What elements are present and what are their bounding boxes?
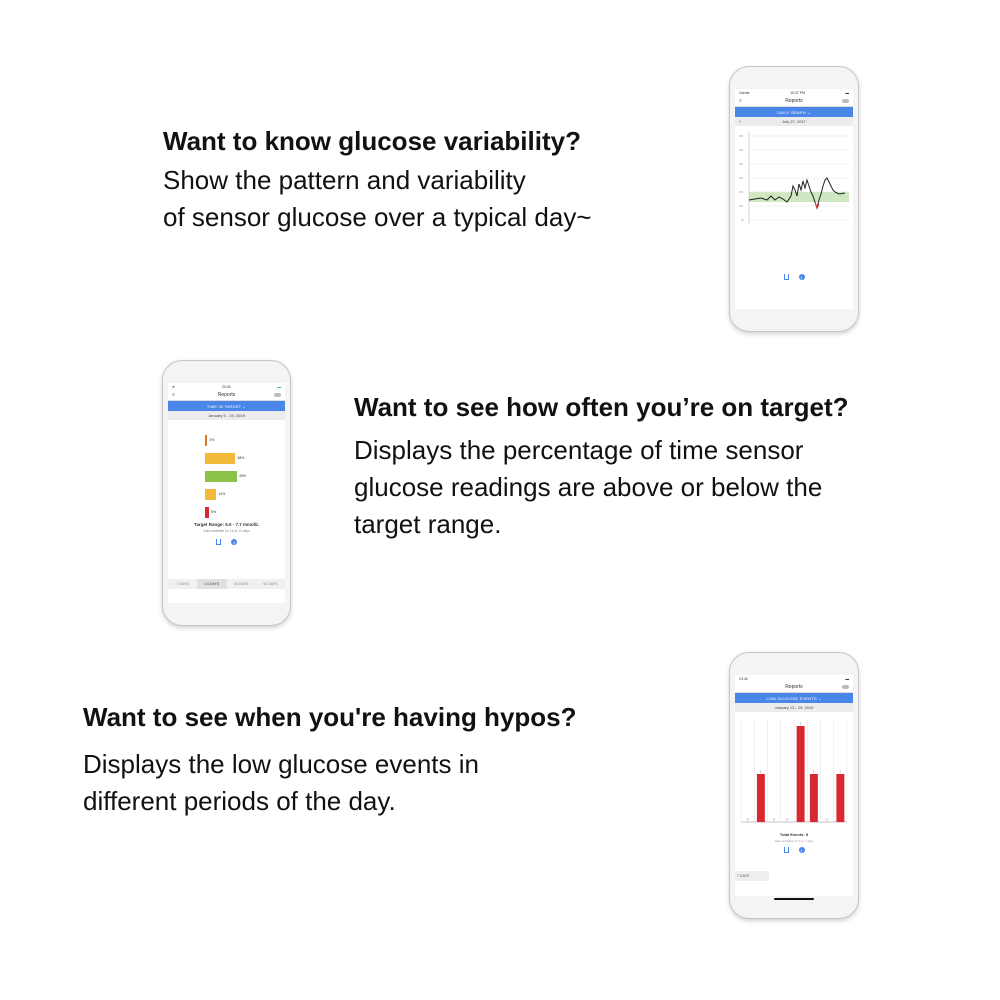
location-icon: ➤: [172, 384, 175, 389]
tt-row: [168, 506, 285, 518]
tt-bar: [205, 489, 216, 500]
phone3-data-available: Data available for 5 of 7 days: [774, 839, 814, 843]
share-icon[interactable]: [216, 539, 221, 545]
toggle-icon[interactable]: [842, 685, 849, 689]
section-glucose-variability: [163, 124, 703, 236]
phone2-day-tabs: [168, 579, 285, 589]
phone2-status-bar: [168, 383, 285, 390]
tt-value-label: 40%: [239, 474, 247, 478]
svg-text:350: 350: [739, 135, 744, 138]
low-event-count: 1: [839, 769, 842, 774]
svg-text:300: 300: [739, 149, 744, 152]
toggle-icon[interactable]: [274, 393, 281, 397]
low-glucose-events-chart: [735, 712, 853, 832]
low-event-count: 1: [813, 769, 815, 774]
svg-text:200: 200: [739, 177, 744, 180]
battery-icon: ▬: [277, 384, 281, 389]
svg-text:250: 250: [739, 163, 744, 166]
phone3-action-icons: [735, 847, 853, 853]
headline-hypos: Want to see when you're having hypos?: [83, 702, 577, 732]
tab-14-days[interactable]: 14 DAYS: [197, 579, 226, 589]
phone-daily-graph: [729, 66, 859, 332]
tt-value-label: 14%: [218, 492, 226, 496]
home-indicator[interactable]: [774, 898, 814, 900]
tt-row: [168, 434, 285, 446]
time-in-target-chart: [168, 420, 285, 520]
phone1-date-bar: [735, 117, 853, 126]
phone1-glucose-graph: [735, 126, 853, 236]
tt-bar: [205, 507, 209, 518]
phone1-title-bar: [735, 96, 853, 107]
svg-text:150: 150: [739, 191, 744, 194]
menu-icon[interactable]: ≡: [739, 98, 742, 104]
low-event-bar: [810, 774, 818, 822]
prev-date-icon[interactable]: ‹: [739, 118, 741, 125]
phone3-status-bar: [735, 675, 853, 682]
phone2-date: January 6 - 19, 2019: [208, 413, 245, 418]
tab-30-days[interactable]: 30 DAYS: [234, 582, 249, 586]
low-event-bar: [836, 774, 844, 822]
graph-axis-ticks: [739, 135, 744, 222]
low-event-count: 2: [799, 721, 802, 726]
phone-time-in-target: [162, 360, 291, 626]
tt-row: [168, 470, 285, 482]
description-hypos: Displays the low glucose events in different periods of the day.: [83, 749, 479, 816]
tt-value-label: 5%: [211, 510, 217, 514]
battery-icon: ▬: [845, 90, 849, 95]
graph-grid: [749, 136, 849, 220]
phone1-status-bar: [735, 89, 853, 96]
toggle-icon[interactable]: [842, 99, 849, 103]
description-time-in-target: Displays the percentage of time sensor glucose readings are above or below the target range.: [354, 435, 823, 539]
phone1-time: 10:37 PM: [790, 90, 806, 95]
phone2-report-selector[interactable]: TIME IN TARGET ⌄: [168, 401, 285, 411]
description-variability: Show the pattern and variability of sensor glucose over a typical day~: [163, 165, 592, 232]
low-event-bar: [757, 774, 765, 822]
phone2-data-available: Data available for 14 of 14 days: [203, 529, 250, 533]
phone1-action-icons: [735, 274, 853, 280]
svg-text:50: 50: [741, 219, 744, 222]
phone3-date: January 13 - 19, 2019: [774, 705, 814, 710]
tt-bar: [205, 471, 237, 482]
low-event-count: 0: [826, 817, 828, 822]
target-band: [749, 192, 849, 202]
tt-bar: [205, 453, 235, 464]
phone3-time: 23:40: [739, 676, 748, 681]
low-event-count: 1: [760, 769, 762, 774]
share-icon[interactable]: [784, 847, 789, 853]
phone1-title: Reports: [785, 98, 803, 104]
share-icon[interactable]: [784, 274, 789, 280]
tt-row: [168, 488, 285, 500]
phone2-action-icons: [168, 539, 285, 545]
phone3-total-events: Total Events: 5: [779, 832, 809, 837]
phone3-date-bar: [735, 703, 853, 712]
phone2-date-bar: [168, 411, 285, 420]
menu-icon[interactable]: ≡: [172, 392, 175, 398]
phone2-screen: [168, 383, 285, 603]
phone3-title: Reports: [785, 684, 803, 690]
tt-row: [168, 452, 285, 464]
headline-variability: Want to know glucose variability?: [163, 126, 581, 156]
phone2-time: 23:40: [221, 384, 231, 389]
headline-time-in-target: Want to see how often you’re on target?: [354, 392, 849, 422]
phone1-date: July 27, 2017: [782, 119, 806, 124]
phone3-report-selector[interactable]: LOW GLUCOSE EVENTS ⌄: [735, 693, 853, 703]
section-hypos: [83, 700, 683, 820]
phone3-title-bar: [735, 682, 853, 693]
low-event-count: 0: [773, 817, 775, 822]
battery-icon: ▬: [845, 676, 849, 681]
phone1-screen: [735, 89, 853, 309]
tt-value-label: 3%: [209, 438, 215, 442]
tt-bar: [205, 435, 207, 446]
phone2-title-bar: [168, 390, 285, 401]
phone2-title: Reports: [217, 392, 236, 398]
tab-90-days[interactable]: 90 DAYS: [263, 582, 278, 586]
low-event-count: 0: [786, 817, 789, 822]
phone3-screen: [735, 675, 853, 896]
phone1-carrier: Carrier: [739, 90, 750, 95]
tab-7-days[interactable]: 7 DAYS: [176, 582, 189, 586]
tt-value-label: 38%: [237, 456, 245, 460]
low-event-bar: [797, 726, 805, 822]
svg-text:100: 100: [739, 205, 744, 208]
phone2-target-range: Target Range: 5.0 - 7.7 mmol/L: [194, 522, 259, 527]
low-event-count: 0: [746, 817, 749, 822]
info-icon[interactable]: i: [799, 274, 805, 280]
section-time-in-target: [354, 390, 954, 543]
info-icon[interactable]: i: [231, 539, 237, 545]
phone1-report-selector[interactable]: DAILY GRAPH ⌄: [735, 107, 853, 117]
phone-low-glucose-events: [729, 652, 859, 919]
info-icon[interactable]: i: [799, 847, 805, 853]
tab-7-days[interactable]: 7 DAYS: [735, 871, 769, 881]
